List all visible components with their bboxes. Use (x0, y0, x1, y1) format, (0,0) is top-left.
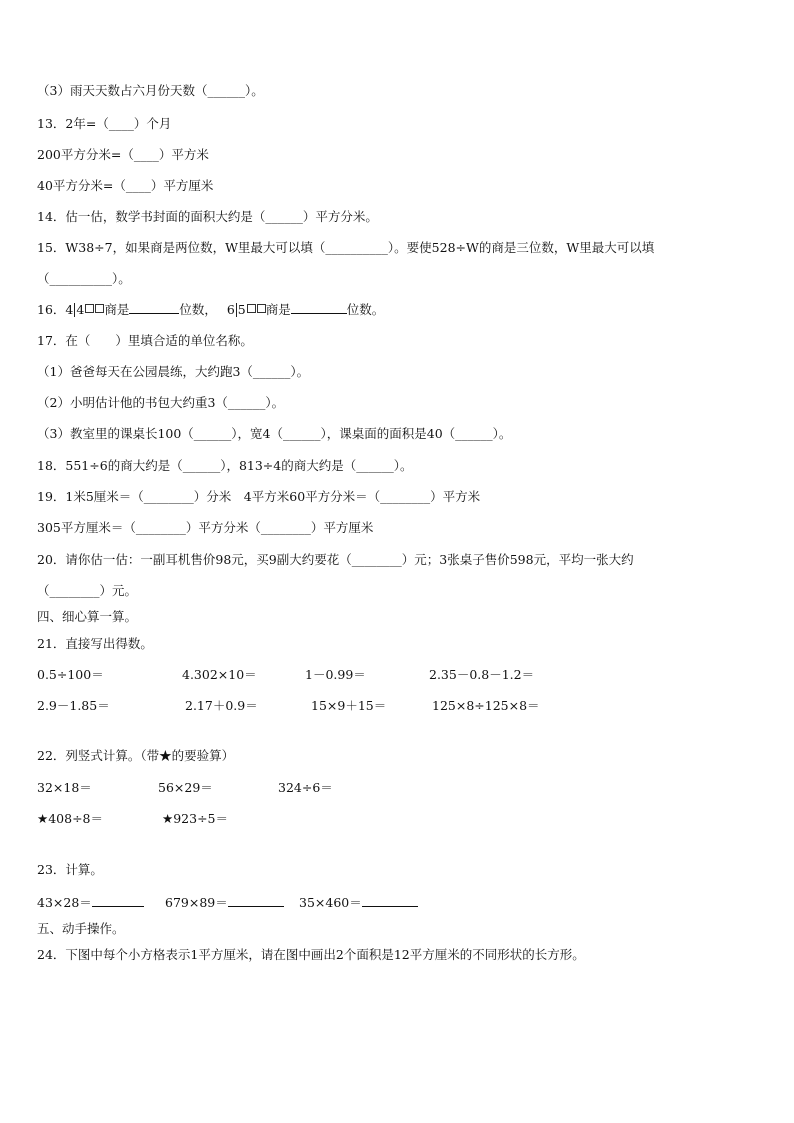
answer-blank[interactable] (92, 895, 144, 907)
q16-text-4: 位数。 (346, 302, 385, 317)
q19-line2: 305平方厘米＝（________）平方分米（________）平方厘米 (37, 520, 374, 535)
q20-line1: 20．请你估一估：一副耳机售价98元，买9副大约要花（________）元；3张桌子售价598元，平均一张大约 (37, 552, 634, 567)
q17-sub3: （3）教室里的课桌长100（______），宽4（______），课桌面的面积是40（______）。 (37, 426, 512, 441)
q21-item: 2.35－0.8－1.2＝ (429, 667, 535, 682)
q18: 18．551÷6的商大约是（______），813÷4的商大约是（______）。 (37, 458, 413, 473)
q21: 21．直接写出得数。 (37, 636, 153, 651)
q17: 17．在（ ）里填合适的单位名称。 (37, 333, 253, 348)
q23-item: 35×460＝ (299, 895, 418, 911)
q16-number: 16． (37, 302, 66, 317)
q21-item: 2.9－1.85＝ (37, 698, 110, 713)
q22-item: 56×29＝ (158, 780, 213, 795)
q17-sub2: （2）小明估计他的书包大约重3（______）。 (37, 395, 285, 410)
q16-text-3: 商是 (265, 302, 291, 317)
q15-line1: 15．W38÷7，如果商是两位数，W里最大可以填（__________）。要使528÷W的商是三位数，W里最大可以填 (37, 240, 655, 255)
q21-item: 1－0.99＝ (305, 667, 366, 682)
q13: 13．2年=（____）个月 (37, 116, 172, 131)
q22-item: 324÷6＝ (278, 780, 333, 795)
section-5-title: 五、动手操作。 (37, 921, 125, 936)
q21-item: 4.302×10＝ (182, 667, 257, 682)
q23: 23．计算。 (37, 862, 103, 877)
q20-line2: （________）元。 (37, 583, 138, 598)
q21-item: 0.5÷100＝ (37, 667, 104, 682)
q23-item: 43×28＝ (37, 895, 144, 911)
q16-text-2: 位数， (179, 302, 217, 317)
q17-sub1: （1）爸爸每天在公园晨练，大约跑3（______）。 (37, 364, 310, 379)
q14: 14．估一估，数学书封面的面积大约是（______）平方分米。 (37, 209, 378, 224)
q21-item: 15×9＋15＝ (311, 698, 387, 713)
q21-item: 125×8÷125×8＝ (432, 698, 540, 713)
q16-text-1: 商是 (104, 302, 130, 317)
answer-blank[interactable] (228, 895, 284, 907)
q15-line2: （__________）。 (37, 271, 131, 286)
q22: 22．列竖式计算。（带★的要验算） (37, 748, 235, 763)
q16-blank-1[interactable] (129, 302, 179, 314)
q19-line1: 19．1米5厘米＝（________）分米 4平方米60平方分米＝（________）平方米 (37, 489, 481, 504)
q13-part2: 200平方分米=（____）平方米 (37, 147, 209, 162)
q21-item: 2.17＋0.9＝ (185, 698, 258, 713)
q22-item: 32×18＝ (37, 780, 92, 795)
section-4-title: 四、细心算一算。 (37, 609, 138, 624)
q16-division-1: 4 4 (65, 302, 104, 317)
q16-division-2: 6 5 (227, 302, 266, 317)
q12-sub3: （3）雨天天数占六月份天数（______）。 (37, 83, 264, 98)
q24: 24．下图中每个小方格表示1平方厘米，请在图中画出2个面积是12平方厘米的不同形状的长方形。 (37, 947, 585, 962)
answer-blank[interactable] (362, 895, 418, 907)
q22-item: ★408÷8＝ (37, 811, 103, 826)
q22-item: ★923÷5＝ (162, 811, 228, 826)
q23-item: 679×89＝ (165, 895, 284, 911)
q16 (37, 302, 384, 318)
q13-part3: 40平方分米=（____）平方厘米 (37, 178, 214, 193)
q16-blank-2[interactable] (291, 302, 347, 314)
